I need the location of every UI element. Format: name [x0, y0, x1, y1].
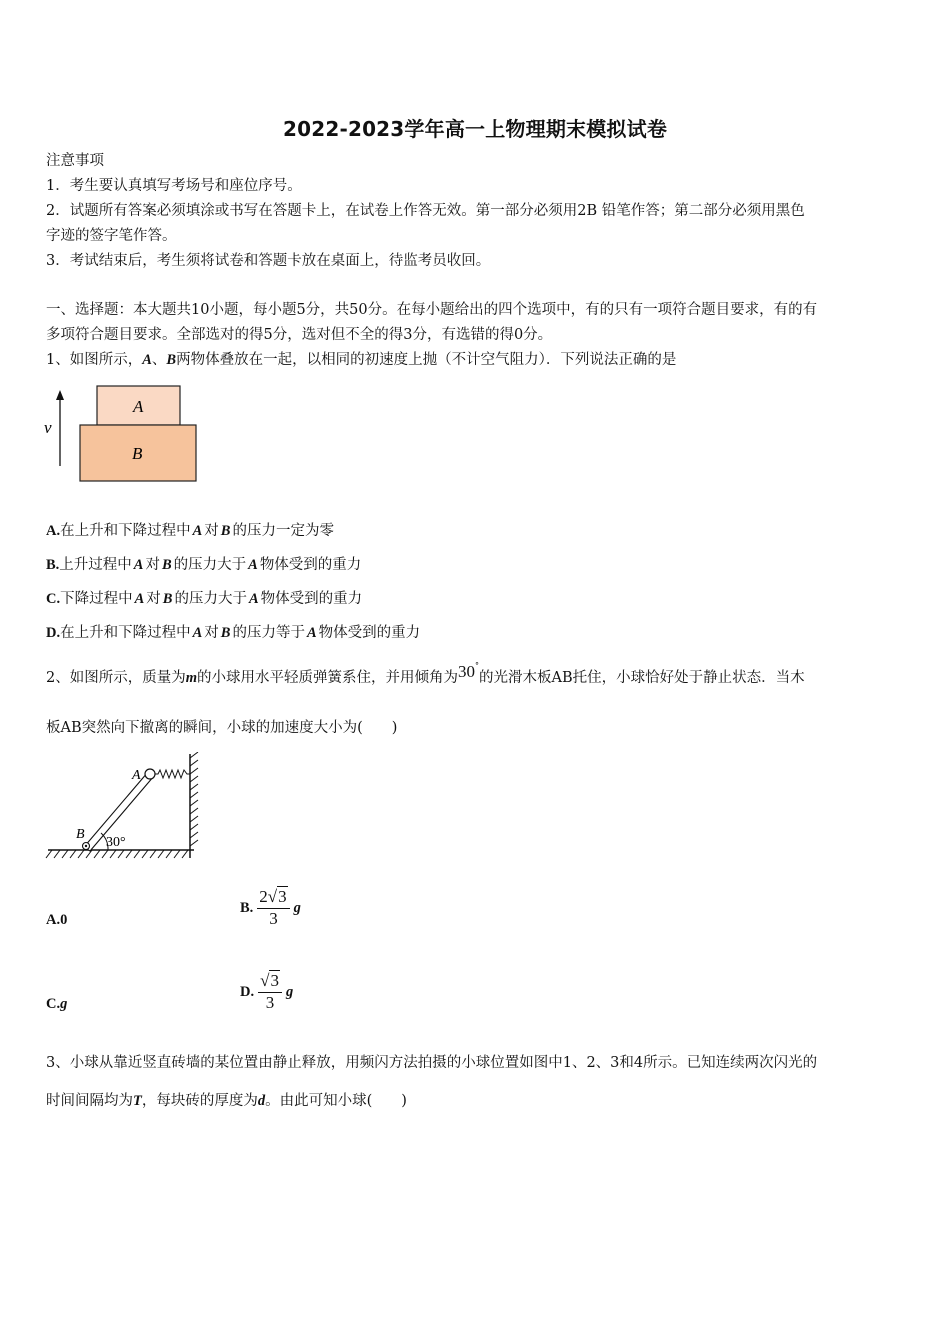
- notice-item: 2．试题所有答案必须填涂或书写在答题卡上，在试卷上作答无效。第一部分必须用2B 铅笔作答；第二部分必须用黑色: [46, 203, 805, 219]
- notice-item: 字迹的签字笔作答。: [46, 228, 177, 244]
- arrow-head-icon: [56, 390, 64, 400]
- question-2-stem-line2: 板AB突然向下撤离的瞬间，小球的加速度大小为( ): [46, 720, 398, 736]
- notice-item: 3．考试结束后，考生须将试卷和答题卡放在桌面上，待监考员收回。: [46, 253, 491, 269]
- point-a-label: A: [132, 768, 141, 783]
- question-1-stem: 1、如图所示，A、B两物体叠放在一起，以相同的初速度上抛（不计空气阻力）．下列说法正确的是: [46, 352, 677, 368]
- q1-option-b[interactable]: B.上升过程中 A 对 B 的压力大于 A 物体受到的重力: [46, 557, 362, 573]
- section-instructions: 一、选择题：本大题共10小题，每小题5分，共50分。在每小题给出的四个选项中，有的只有一项符合题目要求，有的有: [46, 302, 818, 318]
- q1-option-c[interactable]: C.下降过程中 A 对 B 的压力大于 A 物体受到的重力: [46, 591, 363, 607]
- notice-item: 1．考生要认真填写考场号和座位序号。: [46, 178, 302, 194]
- question-1-figure: [40, 382, 210, 487]
- velocity-label: v: [44, 418, 52, 437]
- page-title: 2022-2023学年高一上物理期末模拟试卷: [282, 117, 668, 141]
- q2-option-b[interactable]: B. $\frac{2√3}{3}$ g: [240, 887, 301, 928]
- q2-option-d[interactable]: D. $\frac{√3}{3}$ g: [240, 971, 294, 1012]
- ball-icon: [145, 769, 155, 779]
- angle-label: 30°: [106, 835, 126, 850]
- q2-option-c[interactable]: C.g: [46, 996, 68, 1012]
- question-2-stem: 2、如图所示，质量为m的小球用水平轻质弹簧系住，并用倾角为30°的光滑木板AB托住，小球恰好处于静止状态．当木: [46, 661, 805, 686]
- block-b-label: B: [132, 444, 143, 463]
- fraction: $\frac{√3}{3}$: [258, 971, 282, 1013]
- question-2-figure: [44, 752, 204, 862]
- spring-icon: [155, 770, 190, 778]
- question-3-stem-line2: 时间间隔均为T，每块砖的厚度为d。由此可知小球( ): [46, 1093, 407, 1109]
- block-a-label: A: [133, 397, 144, 416]
- hinge-pin: [85, 845, 87, 847]
- point-b-label: B: [76, 827, 85, 842]
- section-instructions: 多项符合题目要求。全部选对的得5分，选对但不全的得3分，有选错的得0分。: [46, 327, 553, 343]
- q1-option-a[interactable]: A.在上升和下降过程中 A 对 B 的压力一定为零: [46, 523, 334, 539]
- q1-option-d[interactable]: D.在上升和下降过程中 A 对 B 的压力等于 A 物体受到的重力: [46, 625, 421, 641]
- fraction: $\frac{2√3}{3}$: [257, 887, 289, 929]
- q2-option-a[interactable]: A.0: [46, 912, 68, 928]
- ground-hatch: [46, 850, 188, 858]
- question-3-stem: 3、小球从靠近竖直砖墙的某位置由静止释放，用频闪方法拍摄的小球位置如图中1、2、3和4所示。已知连续两次闪光的: [46, 1055, 818, 1071]
- wall-hatch: [190, 752, 198, 846]
- notice-heading: 注意事项: [46, 153, 104, 169]
